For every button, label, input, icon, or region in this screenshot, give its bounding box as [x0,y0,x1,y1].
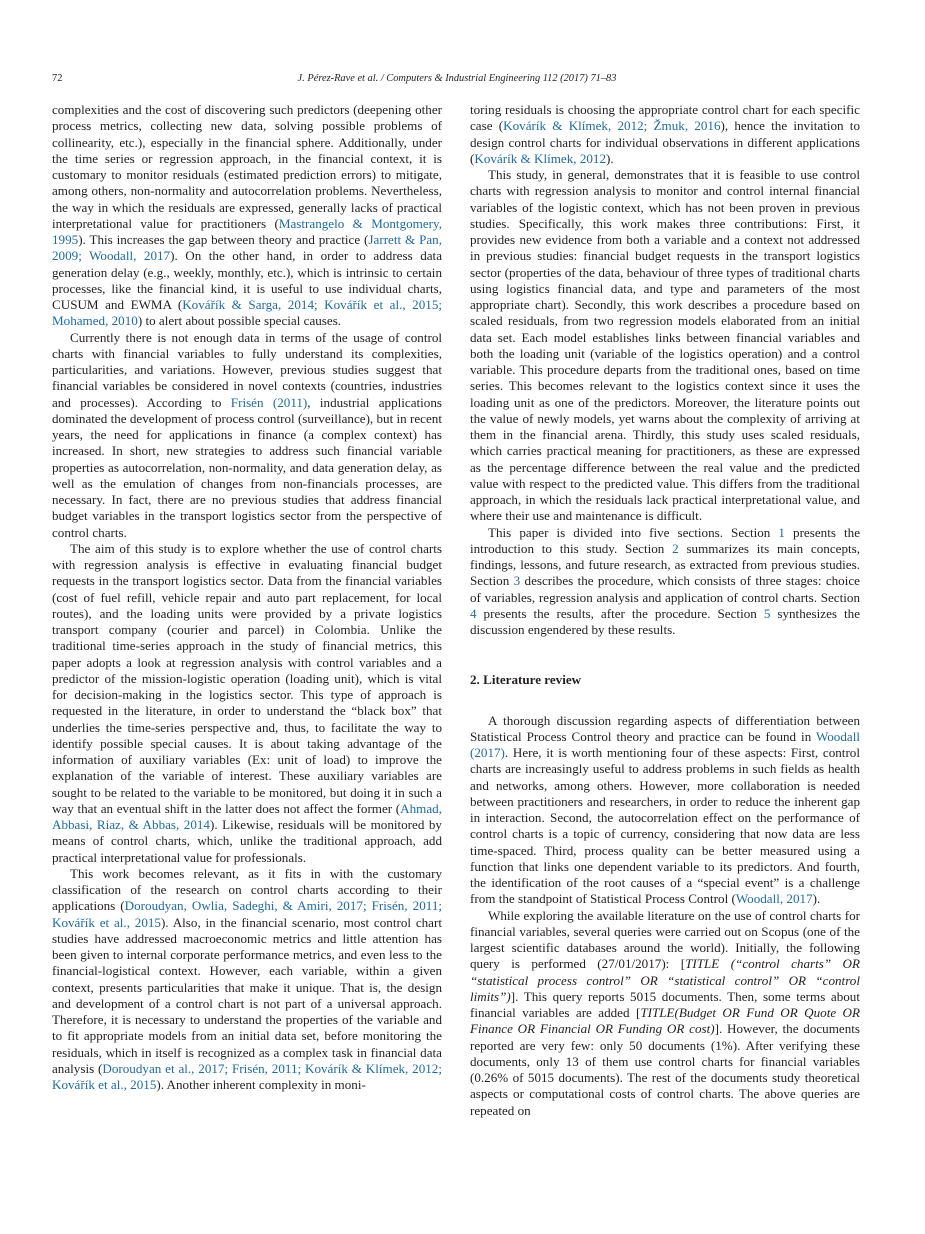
query-text: TITLE (“control charts” OR “statistical process control” OR “statistical control” OR “control limits”) [470,956,860,1004]
left-column [52,102,442,1093]
citation-link[interactable]: Kovářík & Sarga, 2014; Kovářík et al., 2015; Mohamed, 2010 [52,297,443,329]
running-head: J. Pérez-Rave et al. / Computers & Industrial Engineering 112 (2017) 71–83 [297,73,617,84]
citation-link[interactable]: 1 [778,524,785,540]
text-run: presents the introduction to this study. Section [470,524,860,556]
paragraph [470,713,860,908]
paragraph [470,167,860,525]
citation-link[interactable]: Frisén (2011) [230,394,308,410]
page-header [52,73,862,89]
paragraph [470,102,860,167]
citation-link[interactable]: Kovárík & Klímek, 2012; Žmuk, 2016 [503,118,721,134]
text-run: ). Another inherent complexity in moni- [156,1077,366,1092]
citation-link[interactable]: Kovárík & Klímek, 2012 [474,150,607,166]
text-run: The aim of this study is to explore whether the use of control charts with regression analysis is effective in evaluating financial budget requests in the transport logistics sector. Data from the financial variables (cost of fuel refill, vehicle repair and auto part replacement, for local routes), and the loading units were provided by a private logistics transport company (courier and parcel) in Colombia. Unlike the traditional time-series approach in the study of financial metrics, this paper adopts a look at regression analysis with control variables and a predictor of the mission-logistic operation (loading unit), which is vital for decision-making in the logistics sector. This type of approach is requested in the literature, in order to understand the “black box” that underlies the time-series perspective and, thus, to facilitate the way to identify possible special causes. It is about taking advantage of the information of auxiliary variables (Ex: unit of load) to improve the explanation of the variable of interest. These auxiliary variables are sought to be related to the variable to be monitored, but doing it in such a way that an eventual shift in the latter does not affect the former ( [52,540,442,816]
citation-link[interactable]: Doroudyan, Owlia, Sadeghi, & Amiri, 2017; Frisén, 2011; Kovářík et al., 2015 [52,898,443,930]
text-run: . Here, it is worth mentioning four of these aspects: First, control charts are increasingly useful to address problems in such fields as health and networks, among others. However, more collaboration is needed between practitioners and researchers, in order to reduce the inherent gap in interaction. Second, the autocorrelation effect on the performance of control charts is a topic of currency, considering that now data are less time-spaced. Third, process quality can be better measured using a function that links one dependent variable to its predictors. And fourth, the identification of the root causes of a “special event” is a challenge from the standpoint of Statistical Process Control ( [470,745,860,907]
text-run: ). [606,150,614,166]
citation-link[interactable]: Mastrangelo & Montgomery, 1995 [52,215,442,247]
text-run: toring residuals is choosing the appropriate control chart for each specific case ( [470,102,860,134]
text-run: ]. However, the documents reported are very few: only 50 documents (1%). After verifying these documents, only 13 of them use control charts for financial variables (0.26% of 5015 documents). The rest of the documents study theoretical aspects or computational costs of control charts. The above queries are repeated on [470,1021,861,1118]
citation-link[interactable]: 4 [470,605,477,621]
paragraph [470,525,860,639]
citation-link[interactable]: Woodall, 2017 [735,891,813,907]
right-column [470,102,860,1119]
citation-link[interactable]: 3 [513,573,521,589]
text-run: describes the procedure, which consists of three stages: choice of variables, regression analysis and application of control charts. Section [470,573,860,605]
paragraph [52,330,442,541]
citation-link[interactable]: 5 [763,605,771,621]
citation-link[interactable]: Woodall (2017) [470,728,860,760]
citation-link[interactable]: Doroudyan et al., 2017; Frisén, 2011; Kovárík & Klímek, 2012; Kovářík et al., 2015 [52,1060,442,1092]
paragraph [52,866,442,1094]
text-run: Currently there is not enough data in terms of the usage of control charts with financial variables to fully understand its complexities, particularities, and variations. However, previous studies suggest that financial variables be considered in novel contexts (countries, industries and processes). According to [52,329,442,410]
text-run: complexities and the cost of discovering such predictors (deepening other process metrics, collecting new data, solving possible problems of collinearity, etc.), especially in the financial sphere. Additionally, under the time series or regression approach, in the financial context, it is customary to monitor residuals (estimated prediction errors) to mitigate, among others, non-normality and autocorrelation problems. Nevertheless, the way in which the residuals are expressed, generally lacks of practical interpretational value for practitioners ( [52,102,442,231]
text-run: This work becomes relevant, as it fits in with the customary classification of the research on control charts according to their applications ( [52,865,442,914]
text-run: summarizes its main concepts, findings, lessons, and future research, as extracted from previous studies. Section [470,540,860,589]
text-run: This paper is divided into five sections. Section [488,524,779,540]
text-run: ). This increases the gap between theory and practice ( [78,232,369,247]
page-number: 72 [52,73,63,84]
text-run: ]. This query reports 5015 documents. Then, some terms about financial variables are added [ [470,988,860,1020]
text-run: ). Likewise, residuals will be monitored by means of control charts, which, unlike the traditional approach, add practical interpretational value for professionals. [52,817,442,865]
text-run: synthesizes the discussion engendered by these results. [470,605,861,637]
query-text: TITLE(Budget OR Fund OR Quote OR Finance OR Financial OR Funding OR cost) [470,1005,861,1037]
citation-link[interactable]: Jarrett & Pan, 2009; Woodall, 2017 [52,232,442,264]
text-run: ). Also, in the financial scenario, most control chart studies have addressed macroeconomic metrics and little attention has been given to internal corporate performance metrics, and even less to the financial-logistical context. However, each variable, within a given context, presents particularities that make it unique. That is, the design and development of a control chart is not part of a universal approach. Therefore, it is necessary to understand the properties of the variable and to fit appropriate models from an initial data set, before monitoring the residuals, which in itself is recognized as a complex task in financial data analysis ( [52,914,442,1076]
text-run: While exploring the available literature on the use of control charts for financial variables, several queries were carried out on Scopus (one of the largest scientific databases around the world). Initially, the following query is performed (27/01/2017): [ [470,907,860,972]
text-run: presents the results, after the procedure. Section [476,605,764,621]
text-run: A thorough discussion regarding aspects of differentiation between Statistical Process Control theory and practice can be found in [470,712,860,744]
citation-link[interactable]: Ahmad, Abbasi, Riaz, & Abbas, 2014 [52,800,442,832]
text-run: ). [812,891,821,907]
section-heading: 2. Literature review [470,672,582,688]
text-run: ). On the other hand, in order to address data generation delay (e.g., weekly, monthly, etc.), which is intrinsic to certain processes, like the financial kind, it is useful to use individual charts, CUSUM and EWMA ( [52,248,443,312]
paragraph [52,102,442,330]
text-run: This study, in general, demonstrates that it is feasible to use control charts with regression analysis to monitor and control internal financial variables of the logistic context, which has not been proven in previous studies. Specifically, this work makes three contributions: First, it provides new evidence from both a variable and a context not addressed in previous studies: financial budget requests in the transport logistics sector (properties of the data, behaviour of three types of traditional charts using logistics financial data, and type and parameters of the most appropriate chart). Secondly, this work describes a procedure based on scaled residuals, from two regression models elaborated from an initial data set. Each model establishes links between financial variables and both the loading unit (variable of the logistics operation) and a control variable. This procedure departs from the traditional ones, based on time series. This becomes relevant to the logistics context since it uses the loading unit as one of the predictors. Moreover, the literature points out the value of newly models, yet warns about the complexity of arriving at them in the financial arena. Thirdly, this study uses scaled residuals, which carries practical meaning for practitioners, as these are expressed as the percentage difference between the real value and the predicted value with respect to the predicted value. This differs from the traditional approach, in which the residuals lack practical interpretational value, and where their use and maintenance is difficult. [470,167,860,524]
paragraph [470,908,860,1119]
paragraph [52,541,442,866]
text-run: , industrial applications dominated the development of process control (surveillance), but in recent years, the need for applications in finance (a complex context) has increased. In short, new strategies to address such financial variable properties as autocorrelation, non-normality, and data generation delay, as well as the emulation of changes from non-financials processes, are necessary. In fact, there are no previous studies that address financial budget variables in the transport logistics sector from the perspective of control charts. [52,394,442,540]
citation-link[interactable]: 2 [672,540,679,556]
text-run: ), hence the invitation to design control charts for individual observations in different applications ( [470,118,860,166]
text-run: ) to alert about possible special causes. [137,313,342,329]
